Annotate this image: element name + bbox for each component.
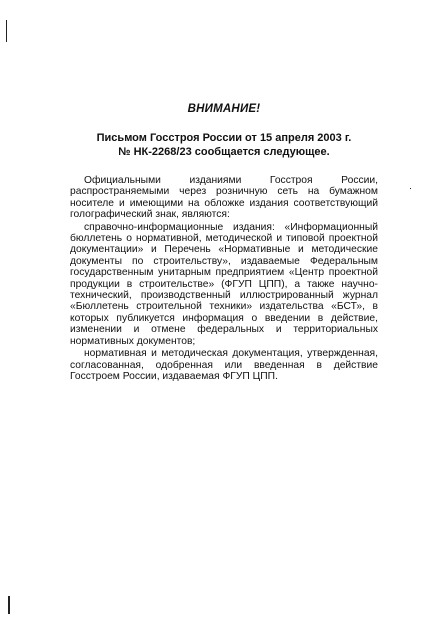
paragraph-reference-publications: справочно-информационные издания: «Информационный бюллетень о нормативной, методической и типовой проектной документации» и Перечень «Нормативные и методические документы по строительству», издаваемые Федеральным государственным унитарным предприятием «Центр проектной продукции в строительстве» (ФГУП ЦПП), а также научно-технический, производственный иллюстрированный журнал «Бюллетень строительной техники» издательства «БСТ», в которых публикуется информация о введении в действие, изменении и отмене федеральных и территориальных нормативных документов; <box>70 221 378 347</box>
warning-title: ВНИМАНИЕ! <box>187 103 261 115</box>
paragraph-intro: Официальными изданиями Госстроя России, распространяемыми через розничную сеть на бумажном носителе и имеющими на обложке издания соответствующий голографический знак, являются: <box>70 175 378 221</box>
heading-line-2: № НК-2268/23 сообщается следующее. <box>118 146 330 158</box>
heading-line-1: Письмом Госстроя России от 15 апреля 2003 г. <box>96 132 352 144</box>
notice-heading <box>70 131 378 159</box>
notice-content <box>70 103 378 382</box>
scan-edge-mark-top <box>6 20 7 42</box>
scan-edge-mark-bottom <box>8 596 10 614</box>
paragraph-normative-documents: нормативная и методическая документация, утвержденная, согласованная, одобренная или введенная в действие Госстроем России, издаваемая ФГУП ЦПП. <box>70 348 378 382</box>
scan-speck <box>410 188 411 189</box>
